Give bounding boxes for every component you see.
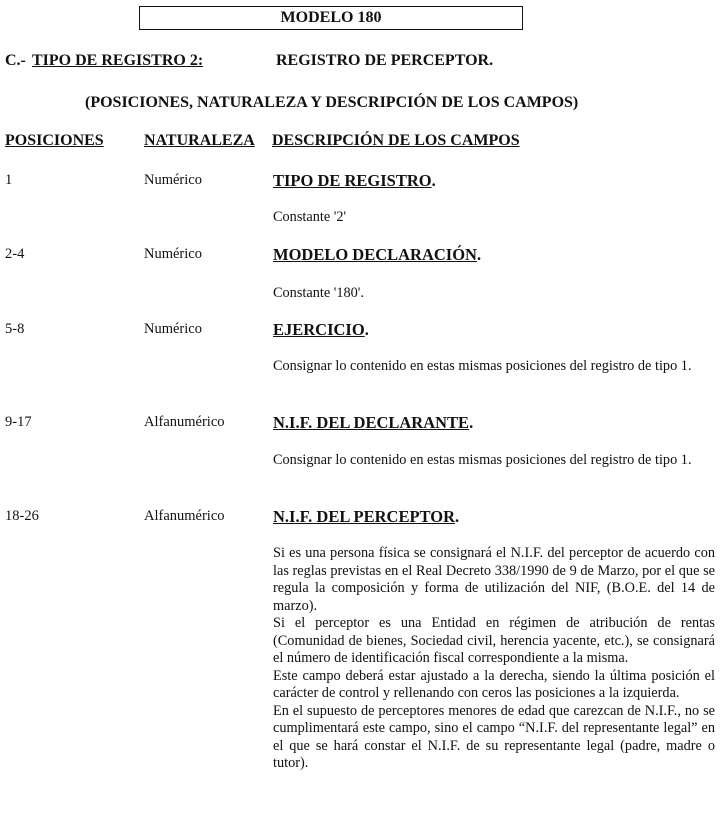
field-positions: 1 (5, 172, 13, 188)
field-nature: Alfanumérico (144, 508, 225, 524)
field-name (273, 245, 481, 265)
field-name (273, 320, 369, 340)
field-nature: Numérico (144, 172, 202, 188)
section-name: REGISTRO DE PERCEPTOR. (276, 52, 494, 69)
field-name-text: N.I.F. DEL DECLARANTE (273, 413, 470, 432)
field-name-suffix: . (431, 171, 436, 190)
description-paragraph: Este campo deberá estar ajustado a la derecha, siendo la última posición el carácter de control y rellenando con ceros las posiciones a la izquierda. (273, 667, 715, 701)
field-name-suffix: . (476, 245, 482, 264)
section-prefix: C.- (5, 52, 26, 69)
description-paragraph: Consignar lo contenido en estas mismas posiciones del registro de tipo 1. (273, 452, 692, 468)
field-positions: 18-26 (5, 508, 39, 524)
field-name-suffix: . (469, 413, 474, 432)
field-name (273, 413, 473, 433)
field-positions: 5-8 (5, 321, 25, 337)
header-positions: POSICIONES (5, 132, 104, 149)
field-nature: Numérico (144, 246, 202, 262)
description-paragraph: Constante '180'. (273, 285, 364, 301)
field-name-text: EJERCICIO (273, 320, 365, 339)
description-paragraph: Si el perceptor es una Entidad en régimen de atribución de rentas (Comunidad de bienes, Sociedad civil, herencia yacente, etc.), se consignará el número de identificación fiscal correspondiente a la misma. (273, 615, 715, 666)
field-positions: 9-17 (5, 414, 32, 430)
field-name-text: N.I.F. DEL PERCEPTOR (273, 507, 455, 526)
field-name-text: MODELO DECLARACIÓN (273, 245, 477, 264)
field-description (273, 545, 715, 773)
section-label: TIPO DE REGISTRO 2: (32, 52, 204, 69)
field-name-suffix: . (455, 507, 460, 526)
header-description: DESCRIPCIÓN DE LOS CAMPOS (272, 132, 520, 149)
field-name-text: TIPO DE REGISTRO (273, 171, 432, 190)
field-name (273, 171, 436, 191)
field-name-suffix: . (364, 320, 369, 339)
field-name (273, 507, 459, 527)
field-description (273, 358, 715, 376)
description-paragraph: Consignar lo contenido en estas mismas posiciones del registro de tipo 1. (273, 358, 692, 374)
header-nature: NATURALEZA (144, 132, 255, 149)
field-nature: Alfanumérico (144, 414, 225, 430)
subtitle: (POSICIONES, NATURALEZA Y DESCRIPCIÓN DE LOS CAMPOS) (85, 94, 579, 111)
field-nature: Numérico (144, 321, 202, 337)
field-description (273, 285, 715, 303)
field-positions: 2-4 (5, 246, 25, 262)
field-description (273, 209, 715, 227)
page-title: MODELO 180 (139, 6, 523, 30)
description-paragraph: Si es una persona física se consignará el N.I.F. del perceptor de acuerdo con las reglas previstas en el Real Decreto 338/1990 de 9 de Marzo, por el que se regula la composición y forma de utilización del NIF, (B.O.E. del 14 de marzo). (273, 545, 715, 614)
description-paragraph: En el supuesto de perceptores menores de edad que carezcan de N.I.F., no se cumplimentará este campo, sino el campo “N.I.F. del representante legal” en el que se hará constar el N.I.F. de su representante legal (padre, madre o tutor). (273, 702, 715, 771)
description-paragraph: Constante '2' (273, 209, 347, 225)
field-description (273, 452, 715, 470)
